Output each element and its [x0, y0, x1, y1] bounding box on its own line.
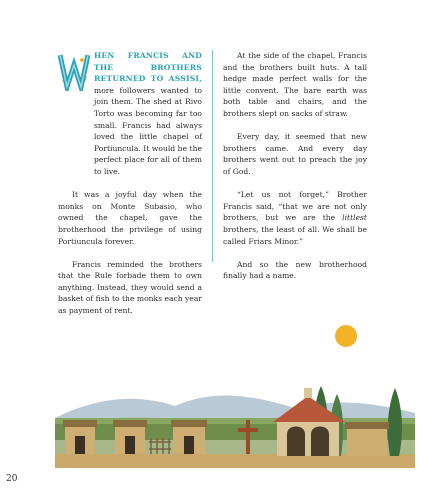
dropcap-w [58, 51, 90, 91]
right-paragraph-4: And so the new brotherhood finally had a name. [223, 259, 367, 281]
page-number: 20 [6, 474, 18, 484]
quote-italic: littlest [342, 213, 367, 223]
right-paragraph-3 [223, 189, 367, 247]
dropcap-w-icon [58, 51, 90, 91]
right-column [223, 50, 367, 293]
lead-text-block [94, 50, 202, 178]
opening-paragraph [58, 50, 202, 178]
quote-end: brothers, the least of all. We shall be called Friars Minor.” [223, 224, 367, 246]
chapel-illustration [55, 358, 415, 468]
quote-start: “Let us not forget,” Brother Francis said, “that we are not only brothers, but we are the [223, 190, 367, 223]
left-column [58, 50, 202, 328]
left-paragraph-3: Francis reminded the brothers that the Rule forbade them to own anything. Instead, they would send a basket of fish to the monks each year as payment of rent. [58, 259, 202, 316]
lead-caps: HEN FRANCIS AND THE BROTHERS RETURNED TO ASSISI, [94, 51, 202, 84]
left-paragraph-2: It was a joyful day when the monks on Monte Subasio, who owned the chapel, gave the brotherhood the privilege of using Portiuncula forever. [58, 190, 202, 246]
column-divider [212, 50, 213, 262]
hut-3 [171, 420, 207, 454]
right-paragraph-1: At the side of the chapel, Francis and the brothers built huts. A tall hedge made perfect walls for the little convent. The bare earth was both table and chairs, and the brothers slept on sacks of straw. [223, 51, 367, 118]
chapel [273, 388, 345, 456]
hut-1 [63, 420, 97, 454]
sun-icon [335, 325, 357, 347]
lead-rest: more followers wanted to join them. The shed at Rivo Torto was becoming far too small. Francis had always loved the little chapel of Portiuncula. It would be the perfect place for all of them to live. [94, 85, 202, 176]
right-paragraph-2: Every day, it seemed that new brothers came. And every day brothers went out to preach the joy of God. [223, 132, 367, 176]
hut-2 [113, 420, 147, 454]
